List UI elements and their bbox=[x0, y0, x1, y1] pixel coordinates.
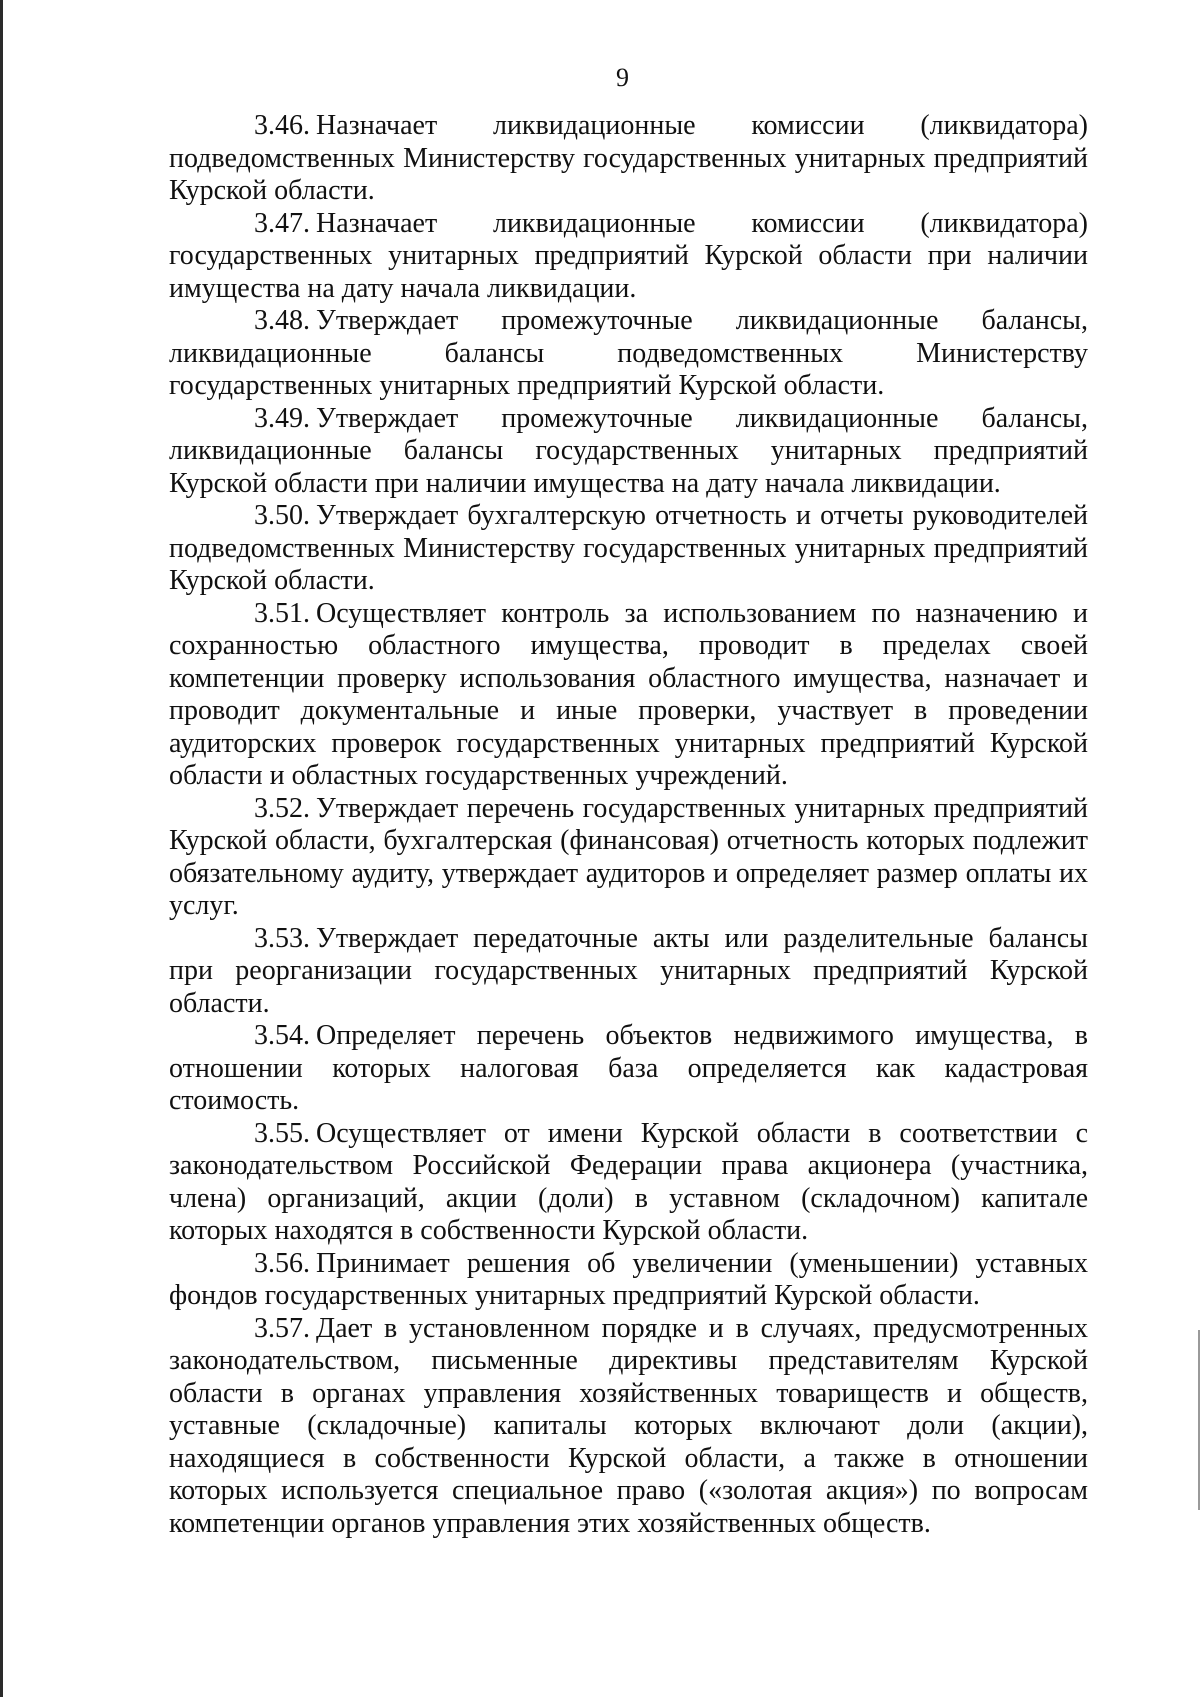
document-body bbox=[169, 110, 1088, 1540]
paragraph-text: Утверждает промежуточные ликвидационные балансы, ликвидационные балансы государственных унитарных предприятий Курской области при наличии имущества на дату начала ликвидации. bbox=[169, 402, 1088, 499]
paragraph-number: 3.47. bbox=[254, 207, 310, 239]
paragraph-number: 3.53. bbox=[254, 922, 310, 954]
paragraph-number: 3.48. bbox=[254, 305, 310, 336]
paragraph-number: 3.49. bbox=[254, 402, 310, 434]
paragraph-3-50 bbox=[169, 500, 1088, 598]
paragraph-text: Назначает ликвидационные комиссии (ликвидатора) государственных унитарных предприятий Курской области при наличии имущества на дату начала ликвидации. bbox=[169, 207, 1088, 304]
paragraph-number: 3.54. bbox=[254, 1020, 310, 1051]
paragraph-number: 3.46. bbox=[254, 110, 310, 141]
paragraph-3-49 bbox=[169, 403, 1088, 501]
paragraph-text: Осуществляет контроль за использованием по назначению и сохранностью областного имущества, проводит в пределах своей компетенции проверку использования областного имущества, назначает и проводит документальные и иные проверки, участвует в проведении аудиторских проверок государственных унитарных предприятий Курской области и областных государственных учреждений. bbox=[169, 597, 1088, 791]
paragraph-3-46 bbox=[169, 110, 1088, 208]
paragraph-number: 3.56. bbox=[254, 1247, 310, 1279]
paragraph-text: Дает в установленном порядке и в случаях, предусмотренных законодательством, письменные директивы представителям Курской области в органах управления хозяйственных товариществ и обществ, уставные (складочные) капиталы которых включают доли (акции), находящиеся в собственности Курской области, а также в отношении которых используется специальное право («золотая акция») по вопросам компетенции органов управления этих хозяйственных обществ. bbox=[169, 1312, 1088, 1539]
paragraph-number: 3.52. bbox=[254, 792, 310, 824]
paragraph-3-57 bbox=[169, 1313, 1088, 1541]
paragraph-number: 3.50. bbox=[254, 500, 310, 531]
paragraph-3-56 bbox=[169, 1248, 1088, 1313]
paragraph-3-53 bbox=[169, 923, 1088, 1021]
paragraph-3-52 bbox=[169, 793, 1088, 923]
paragraph-3-55 bbox=[169, 1118, 1088, 1248]
paragraph-text: Определяет перечень объектов недвижимого имущества, в отношении которых налоговая база определяется как кадастровая стоимость. bbox=[169, 1020, 1088, 1116]
paragraph-text: Утверждает промежуточные ликвидационные балансы, ликвидационные балансы подведомственных Министерству государственных унитарных предприятий Курской области. bbox=[169, 305, 1088, 401]
paragraph-text: Принимает решения об увеличении (уменьшении) уставных фондов государственных унитарных предприятий Курской области. bbox=[169, 1247, 1088, 1311]
paragraph-3-54 bbox=[169, 1020, 1088, 1118]
paragraph-3-47 bbox=[169, 208, 1088, 306]
paragraph-text: Осуществляет от имени Курской области в соответствии с законодательством Российской Федерации права акционера (участника, члена) организаций, акции (доли) в уставном (складочном) капитале которых находятся в собственности Курской области. bbox=[169, 1117, 1088, 1246]
paragraph-3-51 bbox=[169, 598, 1088, 793]
paragraph-text: Назначает ликвидационные комиссии (ликвидатора) подведомственных Министерству государственных унитарных предприятий Курской области. bbox=[169, 110, 1088, 206]
paragraph-number: 3.55. bbox=[254, 1117, 310, 1149]
paragraph-3-48 bbox=[169, 305, 1088, 403]
scan-edge-left bbox=[0, 0, 3, 1697]
page-number: 9 bbox=[616, 63, 629, 92]
paragraph-number: 3.51. bbox=[254, 597, 310, 629]
paragraph-text: Утверждает передаточные акты или разделительные балансы при реорганизации государственных унитарных предприятий Курской области. bbox=[169, 922, 1088, 1019]
paragraph-text: Утверждает перечень государственных унитарных предприятий Курской области, бухгалтерская (финансовая) отчетность которых подлежит обязательному аудиту, утверждает аудиторов и определяет размер оплаты их услуг. bbox=[169, 792, 1088, 921]
paragraph-number: 3.57. bbox=[254, 1312, 310, 1344]
paragraph-text: Утверждает бухгалтерскую отчетность и отчеты руководителей подведомственных Министерству государственных унитарных предприятий Курской области. bbox=[169, 500, 1088, 596]
